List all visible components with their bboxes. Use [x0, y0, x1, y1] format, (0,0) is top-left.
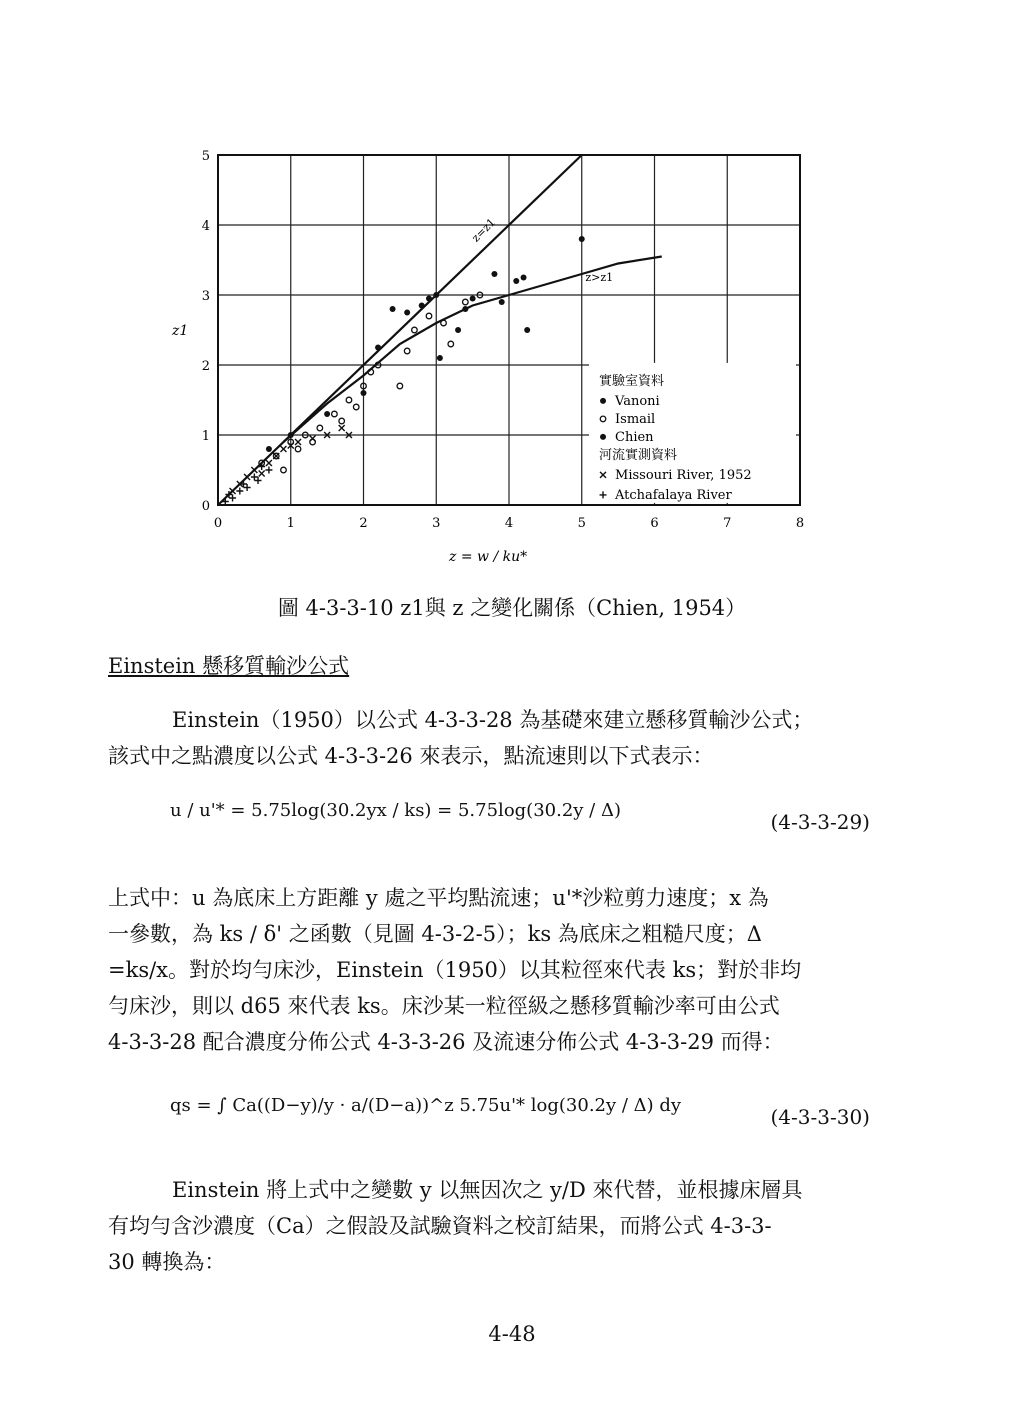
paragraph-line: Einstein（1950）以公式 4-3-3-28 為基礎來建立懸移質輸沙公式；: [172, 708, 814, 732]
x-tick-label: 7: [723, 516, 732, 531]
data-point: [441, 320, 447, 326]
data-point: [437, 355, 443, 361]
data-point: [273, 453, 279, 459]
data-point: [390, 306, 396, 312]
data-point: [426, 313, 432, 319]
data-point: [462, 306, 468, 312]
paragraph-line: 30 轉換為：: [108, 1250, 226, 1274]
data-point: [251, 474, 258, 481]
data-point: [463, 299, 469, 305]
paragraph-line: 4-3-3-28 配合濃度分佈公式 4-3-3-26 及流速分佈公式 4-3-3-29 而得：: [108, 1030, 784, 1054]
paragraph-2: [108, 880, 888, 1060]
data-point: [579, 236, 585, 242]
x-tick-label: 1: [286, 516, 295, 531]
y-tick-label: 5: [201, 149, 210, 164]
data-point: [295, 446, 301, 452]
legend-marker: [600, 398, 606, 404]
data-point: [448, 341, 454, 347]
equation-number: (4-3-3-29): [770, 810, 870, 834]
x-tick-label: 0: [213, 516, 223, 531]
data-point: [339, 425, 345, 431]
data-point: [419, 303, 425, 309]
data-point: [288, 432, 294, 438]
data-point: [244, 484, 251, 491]
legend-entry: Ismail: [615, 411, 656, 427]
x-axis-label: z = w / ku*: [449, 549, 528, 565]
data-point: [266, 446, 272, 452]
equation-4-3-3-29: [170, 800, 870, 860]
data-point: [346, 397, 352, 403]
paragraph-line: 該式中之點濃度以公式 4-3-3-26 來表示，點流速則以下式表示：: [108, 744, 714, 768]
data-point: [426, 296, 432, 302]
data-point: [404, 348, 410, 354]
x-tick-label: 2: [359, 516, 368, 531]
section-title: Einstein 懸移質輸沙公式: [108, 654, 350, 678]
data-point: [433, 292, 439, 298]
paragraph-line: =ks/x。對於均勻床沙，Einstein（1950）以其粒徑來代表 ks；對於非均: [108, 958, 802, 982]
data-point: [412, 327, 418, 333]
data-point: [265, 467, 272, 474]
line-label: z>z1: [585, 271, 614, 284]
data-point: [236, 488, 243, 495]
y-tick-label: 2: [201, 359, 210, 374]
legend-entry: Missouri River, 1952: [615, 467, 752, 483]
data-point: [295, 439, 301, 445]
line-label: z=z1: [469, 215, 499, 245]
data-point: [404, 310, 410, 316]
paragraph-line: 一參數，為 ks / δ' 之函數（見圖 4-3-2-5）；ks 為底床之粗糙尺度；Δ: [108, 922, 762, 946]
data-point: [230, 488, 236, 494]
equation-text: u / u'* = 5.75log(30.2yx / ks) = 5.75log(30.2y / Δ): [170, 800, 621, 821]
data-point: [251, 467, 257, 473]
legend-entry: Atchafalaya River: [615, 487, 732, 503]
paragraph-1: [108, 702, 888, 774]
equation-text: qs = ∫ Ca((D−y)/y · a/(D−a))^z 5.75u'* log(30.2y / Δ) dy: [170, 1095, 682, 1116]
data-point: [524, 327, 530, 333]
figure-caption: 圖 4-3-3-10 z1與 z 之變化關係（Chien, 1954）: [277, 596, 747, 620]
data-point: [310, 436, 316, 442]
data-point: [455, 327, 461, 333]
data-point: [281, 467, 287, 473]
data-point: [339, 418, 345, 424]
y-tick-label: 4: [201, 219, 210, 234]
data-point: [353, 404, 359, 410]
legend-group-label: 河流實測資料: [599, 447, 678, 463]
paragraph-line: Einstein 將上式中之變數 y 以無因次之 y/D 來代替，並根據床層具: [172, 1178, 803, 1202]
data-point: [513, 278, 519, 284]
data-point: [375, 345, 381, 351]
data-point: [521, 275, 527, 281]
data-point: [491, 271, 497, 277]
page-number: 4-48: [488, 1322, 536, 1346]
y-tick-label: 0: [201, 499, 210, 514]
y-tick-label: 1: [201, 429, 210, 444]
data-point: [266, 460, 272, 466]
y-axis-label: z1: [172, 323, 189, 339]
x-tick-label: 8: [795, 516, 805, 531]
data-point: [470, 296, 476, 302]
data-point: [361, 390, 367, 396]
legend-entry: Chien: [615, 429, 654, 445]
paragraph-line: 上式中：u 為底床上方距離 y 處之平均點流速；u'*沙粒剪力速度；x 為: [108, 886, 769, 910]
data-point: [229, 495, 236, 502]
x-tick-label: 6: [650, 516, 659, 531]
chart-svg: [160, 140, 840, 580]
legend-group-label: 實驗室資料: [599, 373, 665, 389]
legend-entry: Vanoni: [615, 393, 660, 409]
equation-4-3-3-30: [170, 1095, 870, 1155]
data-point: [244, 474, 250, 480]
x-tick-label: 3: [432, 516, 441, 531]
data-point: [499, 299, 505, 305]
data-point: [324, 411, 330, 417]
data-point: [259, 471, 265, 477]
data-point: [397, 383, 403, 389]
figure-chart: [160, 140, 840, 580]
legend-marker: [600, 434, 606, 440]
paragraph-line: 勻床沙，則以 d65 來代表 ks。床沙某一粒徑級之懸移質輸沙率可由公式: [108, 994, 780, 1018]
y-tick-label: 3: [201, 289, 210, 304]
x-tick-label: 4: [504, 516, 514, 531]
x-tick-label: 5: [577, 516, 586, 531]
data-point: [280, 446, 286, 452]
paragraph-3: [108, 1172, 888, 1280]
data-point: [255, 477, 262, 484]
data-point: [332, 411, 338, 417]
equation-number: (4-3-3-30): [770, 1105, 870, 1129]
data-point: [317, 425, 323, 431]
paragraph-line: 有均勻含沙濃度（Ca）之假設及試驗資料之校訂結果，而將公式 4-3-3-: [108, 1214, 772, 1238]
